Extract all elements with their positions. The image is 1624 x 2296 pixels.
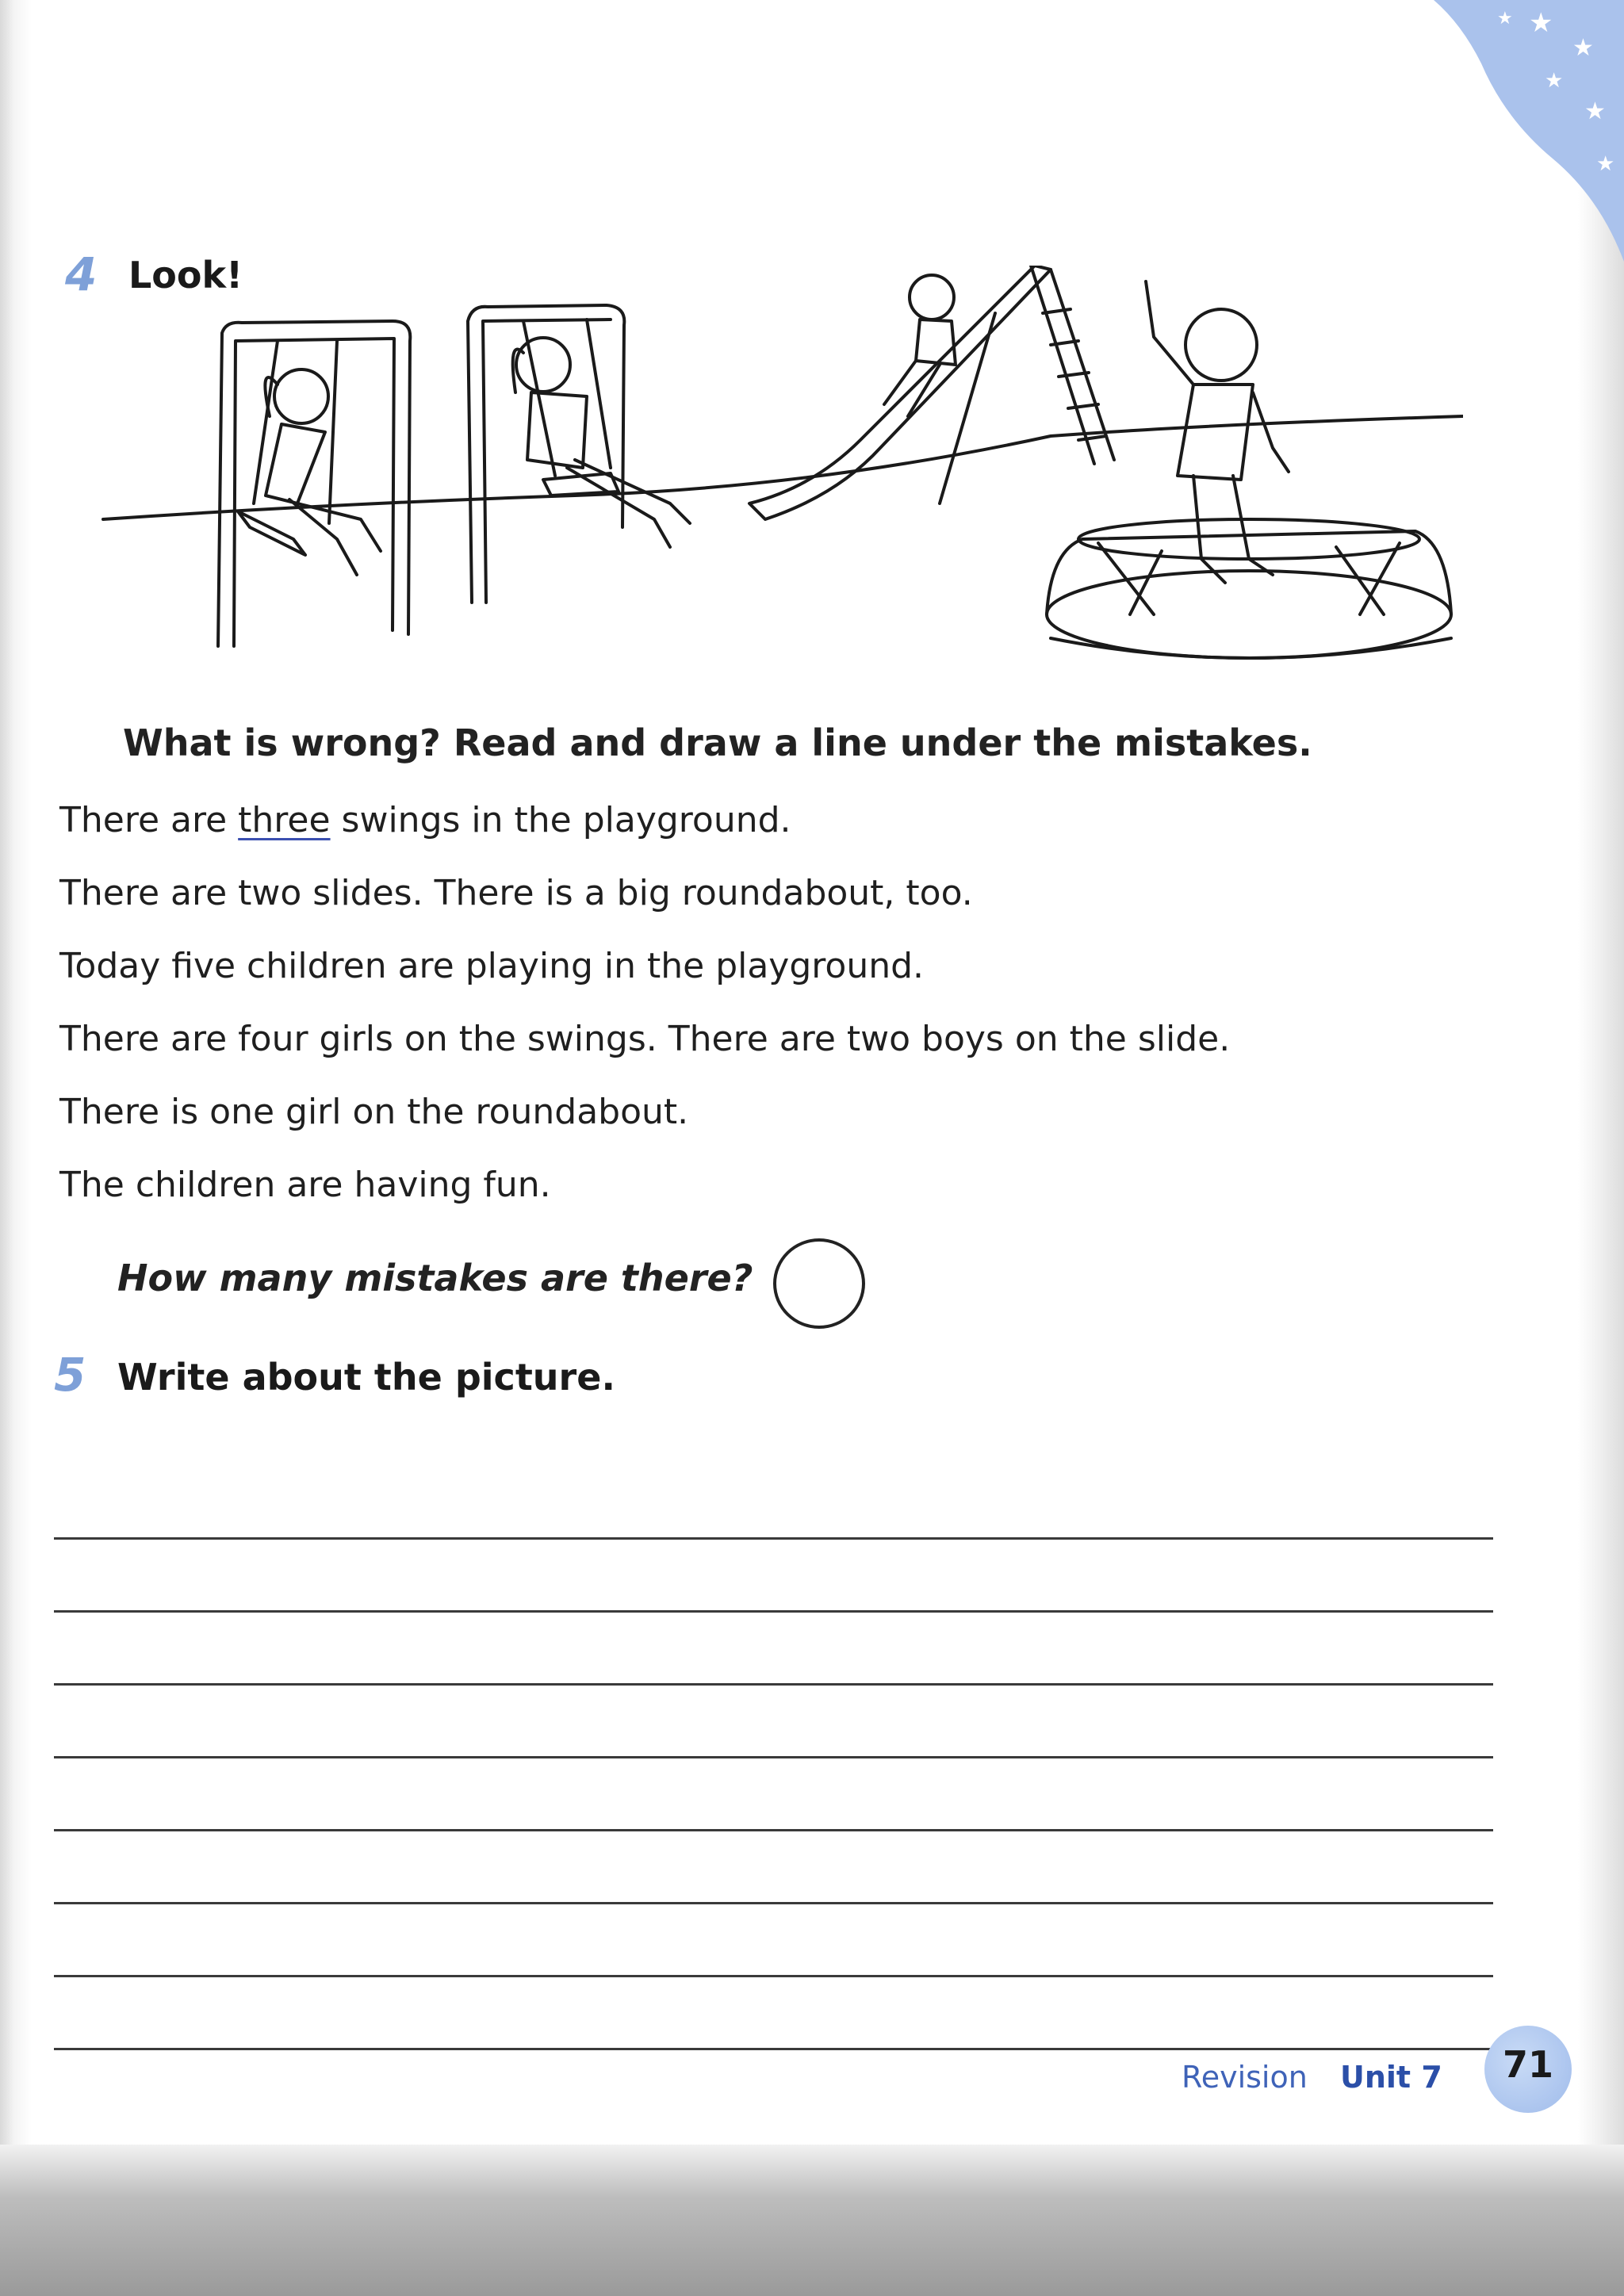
writing-line[interactable] — [54, 1904, 1493, 1977]
writing-line[interactable] — [54, 1831, 1493, 1904]
sentence-6[interactable]: The children are having fun. — [59, 1165, 551, 1205]
writing-line[interactable] — [54, 1977, 1493, 2050]
exercise-4-instruction: What is wrong? Read and draw a line under the mistakes. — [123, 721, 1312, 764]
footer-unit-label: Unit 7 — [1340, 2060, 1442, 2095]
playground-illustration — [99, 266, 1463, 686]
page-bottom-shadow — [0, 2145, 1624, 2296]
writing-line[interactable] — [54, 1467, 1493, 1540]
exercise-4-number: 4 — [65, 247, 98, 301]
writing-line[interactable] — [54, 1758, 1493, 1831]
svg-text:★: ★ — [1572, 34, 1594, 62]
exercise-5-title: Write about the picture. — [117, 1356, 615, 1399]
exercise-4-title: Look! — [128, 254, 243, 297]
svg-text:★: ★ — [1497, 9, 1513, 29]
star-corner-decoration — [1386, 0, 1624, 262]
writing-line[interactable] — [54, 1540, 1493, 1613]
underlined-mistake: three — [238, 800, 331, 840]
mistake-count-question: How many mistakes are there? — [117, 1257, 753, 1299]
svg-text:★: ★ — [1545, 69, 1564, 93]
writing-line[interactable] — [54, 1686, 1493, 1758]
sentence-list — [59, 793, 1487, 1230]
sentence-2[interactable]: There are two slides. There is a big roundabout, too. — [59, 873, 973, 913]
writing-area — [54, 1467, 1493, 2050]
mistake-count-answer-circle[interactable] — [773, 1238, 865, 1329]
sentence-5[interactable]: There is one girl on the roundabout. — [59, 1092, 689, 1132]
footer-section-label: Revision — [1182, 2060, 1308, 2095]
svg-text:★: ★ — [1584, 98, 1606, 125]
sentence-3[interactable]: Today five children are playing in the playground. — [59, 946, 925, 986]
writing-line[interactable] — [54, 1613, 1493, 1686]
svg-text:★: ★ — [1596, 152, 1615, 176]
page-number: 71 — [1502, 2043, 1553, 2086]
sentence-4[interactable]: There are four girls on the swings. There are two boys on the slide. — [59, 1019, 1231, 1059]
svg-text:★: ★ — [1529, 7, 1553, 39]
exercise-5-number: 5 — [54, 1348, 86, 1402]
sentence-1[interactable]: There are three swings in the playground. — [59, 800, 791, 840]
